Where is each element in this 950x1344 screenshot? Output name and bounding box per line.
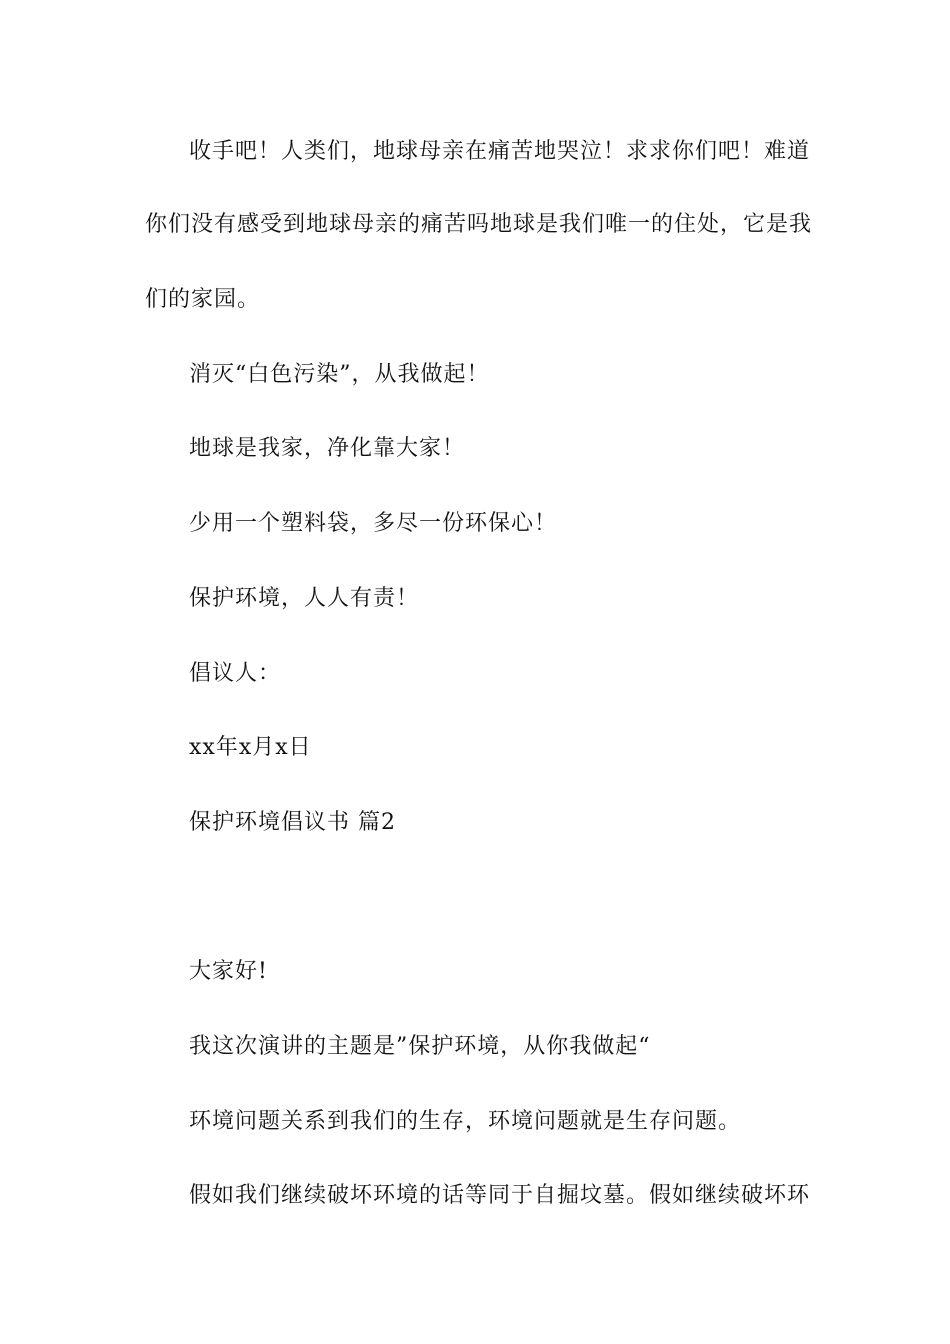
paragraph-line-2: 你们没有感受到地球母亲的痛苦吗地球是我们唯一的住处，它是我 (145, 212, 813, 237)
speech-topic: 我这次演讲的主题是”保护环境，从你我做起“ (189, 1034, 651, 1059)
slogan-3: 少用一个塑料袋，多尽一份环保心！ (189, 511, 558, 536)
initiator-label: 倡议人： (189, 661, 282, 686)
paragraph-line-3: 们的家园。 (145, 287, 261, 312)
date-line: xx年x月x日 (189, 735, 312, 760)
slogan-2: 地球是我家，净化靠大家！ (189, 436, 466, 461)
paragraph-line-1: 收手吧！人类们，地球母亲在痛苦地哭泣！求求你们吧！难道 (189, 139, 811, 164)
sentence-1: 环境问题关系到我们的生存，环境问题就是生存问题。 (189, 1109, 742, 1134)
section-title: 保护环境倡议书 篇2 (189, 810, 396, 835)
slogan-1: 消灭“白色污染”，从我做起！ (189, 362, 490, 387)
slogan-4: 保护环境，人人有责！ (189, 586, 420, 611)
sentence-2: 假如我们继续破坏环境的话等同于自掘坟墓。假如继续破坏环 (189, 1183, 811, 1208)
greeting: 大家好! (189, 959, 268, 984)
